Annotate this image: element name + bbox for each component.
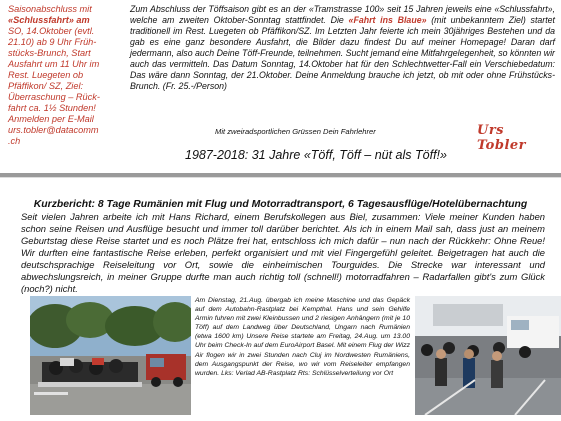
sidebar-line: Überraschung – Rück- xyxy=(8,92,100,102)
description-text-cont: (mit unbekanntem Ziel) startet traditionell im Rest. Luegeten ob Pfäffikon/SZ. Im Letzten Jahr feierte ich mein 30jähriges Bestehen und da gab es eine ganz besondere Ausfahrt, die Bilder dazu findest Du auf meiner Homepage! Daran darf jedermann, also auch Deine Töff-Freunde, teilnehmen. Sucht jemand eine Mitfahrgelegenheit, so könnten wir auch das vermitteln. Das Datum Sonntag, 14.Oktober hat für den Schlechtwetter-Fall ein Verschiebedatum: Das wäre dann Sonntag, der 21.Oktober. Deine Anmeldung brauche ich jetzt, ob mit oder ohne Frühstücks-Brunch. (Fr. 25.-/Person) xyxy=(130,15,555,91)
report-body: Seit vielen Jahren arbeite ich mit Hans Richard, einem Berufskollegen aus Biel, zusammen: Viele meiner Kunden haben schon seine Reisen und Ausflüge besucht und immer toll darüber berichtet. Als ich in einem Mail sah, dass just an meinem Geburtstag diese Reise startet und es noch Plätze frei hat, entschloss ich mich dafür – nun nach der Rückkehr: Ohne Reue! Wir durften eine fantastische Reise erleben, perfekt organisiert und mit viel Fingergefühl geleitet. Beigetragen hat auch die deutschsprachige Reiseleitung vor Ort, sowie die einheimischen Tourguides. Die Strecke war interessant und abwechslungsreich, in meiner Gruppe durfte man auch richtig toll (schnell!) motorradfahren – Radarfallen gibt's zum Glück (noch?) nicht. xyxy=(21,211,545,294)
sidebar-line: Ausfahrt um 11 Uhr im xyxy=(8,59,100,69)
photo-handover-image xyxy=(415,296,561,415)
sidebar-email-tail[interactable]: .ch xyxy=(8,136,21,146)
sidebar-line: Saisonabschluss mit xyxy=(8,4,92,14)
report-caption: Am Dienstag, 21.Aug. übergab ich meine Maschine und das Gepäck auf dem Autobahn-Rastplatz bei Kempthal. Hans und sein Gehilfe Armin fuhren mit zwei Kleinbussen und 2 riesigen Anhängern (mit je 10 Töff) auf dem Landweg über Deutschland, Ungarn nach Rumänien (etwa 1600 km) Unsere Reise startete am Freitag, 24.Aug. um 13.00 Uhr beim Check-In auf dem EuroAirport Basel. Mit einem Flug der Wizz Air flogen wir in zwei Stunden nach Cluj im Nordwesten Rumäniens, dem Ausgangspunkt der Reise, wo wir vom Reiseleiter empfangen wurden. Lks: Verlad AB-Rastplatz Rts: Schlüsselverteilung vor Ort xyxy=(195,297,410,377)
sidebar-line: fahrt ca. 1½ Stunden! xyxy=(8,103,96,113)
photo-key-handover xyxy=(415,296,561,415)
photo-loading-image xyxy=(30,296,191,415)
event-announcement xyxy=(0,0,561,172)
sidebar-line: Pfäffikon/ SZ, Ziel: xyxy=(8,81,84,91)
anniversary-motto: 1987-2018: 31 Jahre «Töff, Töff – nüt als Töff!» xyxy=(185,148,447,162)
sidebar-line: «Schlussfahrt» am xyxy=(8,15,90,25)
signature-text: Mit zweiradsportlichen Grüssen Dein Fahrlehrer xyxy=(215,127,376,136)
highlight-text: «Fahrt ins Blaue» xyxy=(348,15,427,25)
sidebar-line: Anmelden per E-Mail xyxy=(8,114,94,124)
report-title: Kurzbericht: 8 Tage Rumänien mit Flug und Motorradtransport, 6 Tagesausflüge/Hotelübernachtung xyxy=(33,199,528,210)
photo-loading-motorcycles xyxy=(30,296,191,415)
signature-name: Urs Tobler xyxy=(477,123,527,153)
signature-row xyxy=(215,122,555,153)
description-text: Zum Abschluss der Töffsaison gibt es an der «Tramstrasse 100» seit 15 Jahren jeweils eine «Schlussfahrt», welche am zweiten Oktober-Sonntag stattfindet. Die xyxy=(130,4,555,25)
sidebar-line: Rest. Luegeten ob xyxy=(8,70,84,80)
event-description xyxy=(130,4,555,92)
sidebar-line: stücks-Brunch, Start xyxy=(8,48,91,58)
sidebar-email[interactable]: urs.tobler@datacomm xyxy=(8,125,99,135)
section-divider-shadow xyxy=(0,177,561,178)
event-sidebar xyxy=(8,4,126,147)
sidebar-line: SO, 14.Oktober (evtl. xyxy=(8,26,95,36)
sidebar-line: 21.10) ab 9 Uhr Früh- xyxy=(8,37,97,47)
